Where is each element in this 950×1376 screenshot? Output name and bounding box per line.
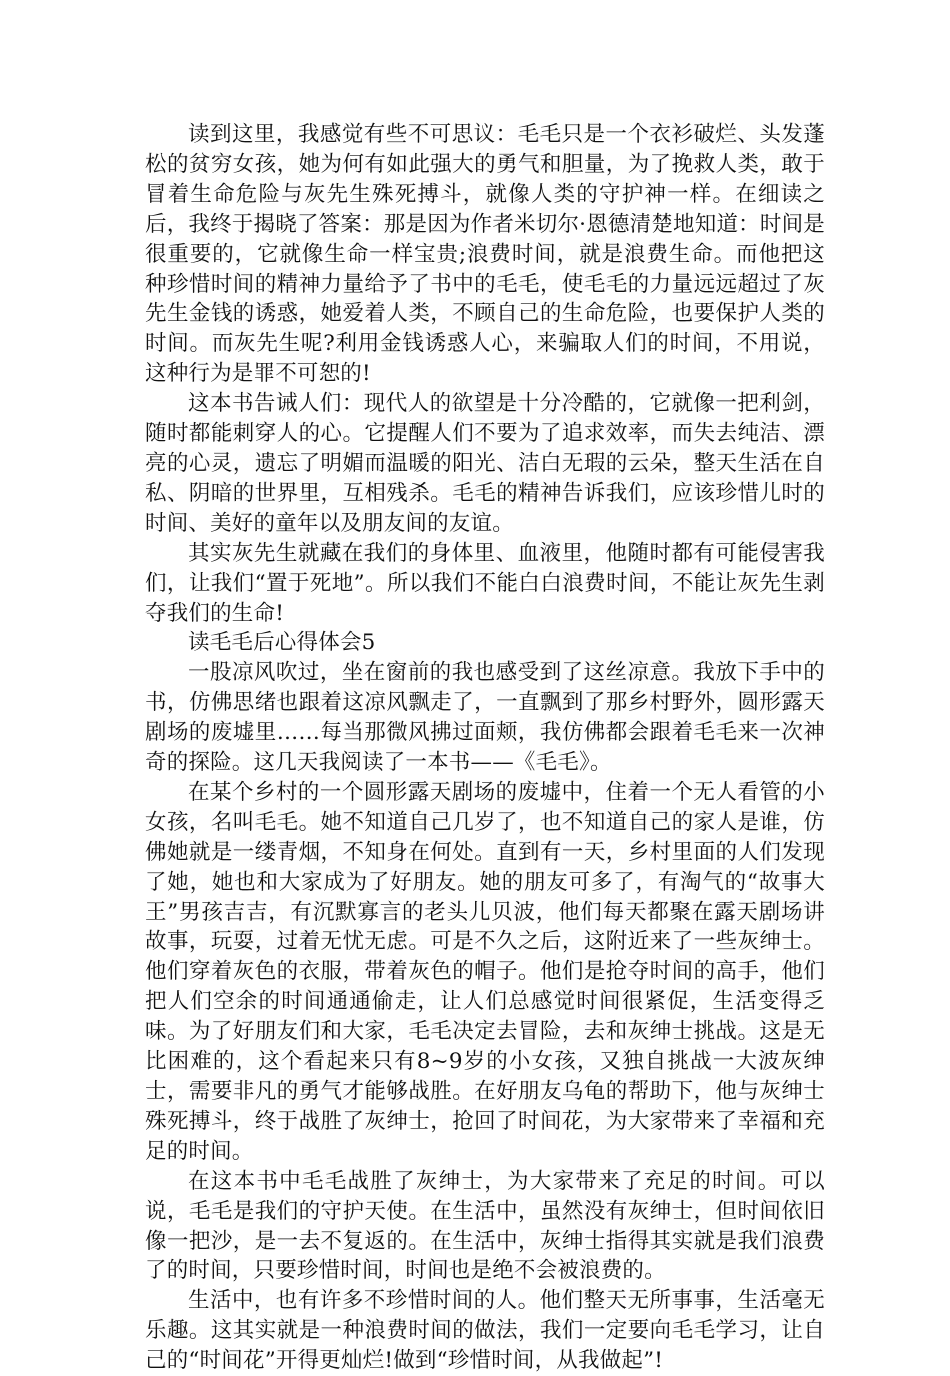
paragraph: 其实灰先生就藏在我们的身体里、血液里，他随时都有可能侵害我们，让我们“置于死地”。所以我们不能白白浪费时间，不能让灰先生剥夺我们的生命! [145, 540, 825, 626]
paragraph: 在某个乡村的一个圆形露天剧场的废墟中，住着一个无人看管的小女孩，名叫毛毛。她不知道自己几岁了，也不知道自己的家人是谁，仿佛她就是一缕青烟，不知身在何处。直到有一天，乡村里面的人们发现了她，她也和大家成为了好朋友。她的朋友可多了，有淘气的“故事大王”男孩吉吉，有沉默寡言的老头儿贝波，他们每天都聚在露天剧场讲故事，玩耍，过着无忧无虑。可是不久之后，这附近来了一些灰绅士。他们穿着灰色的衣服，带着灰色的帽子。他们是抢夺时间的高手，他们把人们空余的时间通通偷走，让人们总感觉时间很紧促，生活变得乏味。为了好朋友们和大家，毛毛决定去冒险，去和灰绅士挑战。这是无比困难的，这个看起来只有8~9岁的小女孩，又独自挑战一大波灰绅士，需要非凡的勇气才能够战胜。在好朋友乌龟的帮助下，他与灰绅士殊死搏斗，终于战胜了灰绅士，抢回了时间花，为大家带来了幸福和充足的时间。 [145, 779, 825, 1164]
paragraph: 一股凉风吹过，坐在窗前的我也感受到了这丝凉意。我放下手中的书，仿佛思绪也跟着这凉风飘走了，一直飘到了那乡村野外，圆形露天剧场的废墟里……每当那微风拂过面颊，我仿佛都会跟着毛毛来一次神奇的探险。这几天我阅读了一本书——《毛毛》。 [145, 660, 825, 776]
document-page [145, 120, 825, 1376]
paragraph: 在这本书中毛毛战胜了灰绅士，为大家带来了充足的时间。可以说，毛毛是我们的守护天使。在生活中，虽然没有灰绅士，但时间依旧像一把沙，是一去不复返的。在生活中，灰绅士指得其实就是我们浪费了的时间，只要珍惜时间，时间也是绝不会被浪费的。 [145, 1168, 825, 1284]
paragraph: 这本书告诫人们：现代人的欲望是十分冷酷的，它就像一把利剑，随时都能刺穿人的心。它提醒人们不要为了追求效率，而失去纯洁、漂亮的心灵，遗忘了明媚而温暖的阳光、洁白无瑕的云朵，整天生活在自私、阴暗的世界里，互相残杀。毛毛的精神告诉我们，应该珍惜儿时的时间、美好的童年以及朋友间的友谊。 [145, 391, 825, 536]
paragraph: 生活中，也有许多不珍惜时间的人。他们整天无所事事，生活毫无乐趣。这其实就是一种浪费时间的做法，我们一定要向毛毛学习，让自己的“时间花”开得更灿烂!做到“珍惜时间，从我做起”! [145, 1288, 825, 1374]
section-heading: 读毛毛后心得体会5 [188, 630, 376, 656]
paragraph: 读到这里，我感觉有些不可思议：毛毛只是一个衣衫破烂、头发蓬松的贫穷女孩，她为何有如此强大的勇气和胆量，为了挽救人类，敢于冒着生命危险与灰先生殊死搏斗，就像人类的守护神一样。在细读之后，我终于揭晓了答案：那是因为作者米切尔·恩德清楚地知道：时间是很重要的，它就像生命一样宝贵;浪费时间，就是浪费生命。而他把这种珍惜时间的精神力量给予了书中的毛毛，使毛毛的力量远远超过了灰先生金钱的诱惑，她爱着人类，不顾自己的生命危险，也要保护人类的时间。而灰先生呢?利用金钱诱惑人心，来骗取人们的时间，不用说，这种行为是罪不可恕的! [145, 122, 825, 387]
